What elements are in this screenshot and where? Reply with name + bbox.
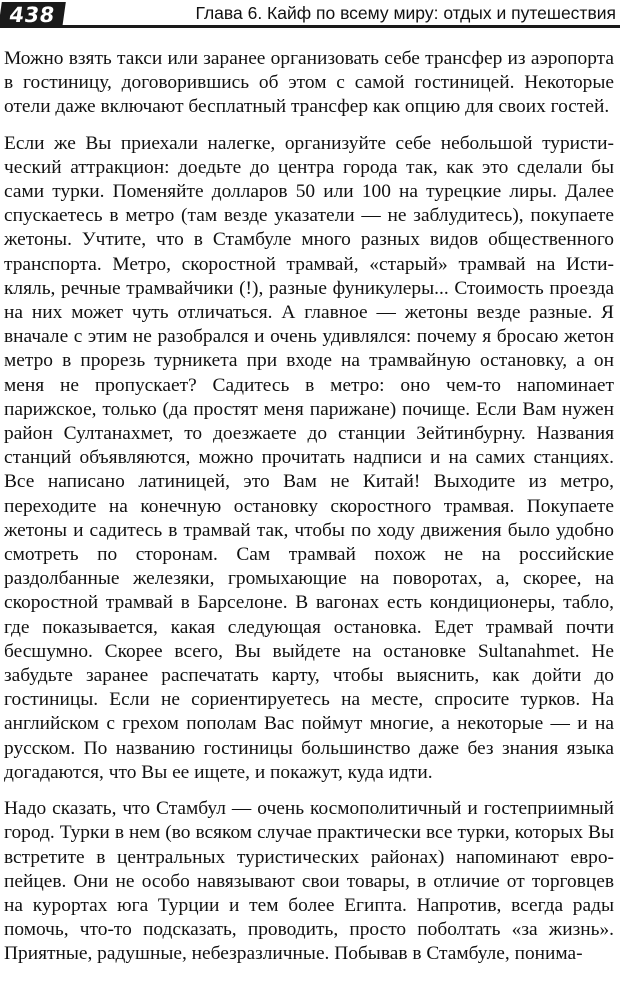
paragraph-metro-route: Если же Вы приехали налегке, организуйте себе небольшой туристический аттракцион: доедьте до центра города так, как это сделали бы сами турки. Поменяйте долларов 50 или 100 на турецкие лиры. Далее спускаетесь в метро (там везде указатели — не заблудитесь), покупаете жетоны. Учтите, что в Стамбуле много разных видов общественного транспорта. Метро, скоростной трамвай, «старый» трамвай на Истикляль, речные трамвайчики (!), разные фуникулеры... Стоимость проезда на них может чуть отличаться. А главное — жетоны везде разные. Я вначале с этим не разобрался и очень удивлялся: почему я бросаю жетон метро в прорезь турникета при входе на трамвайную остановку, а он меня не пропускает? Садитесь в метро: оно чем-то напоминает парижское, только (да простят меня парижане) почище. Если Вам нужен район Султанахмет, то доезжаете до станции Зейтинбурну. Названия станций объявляются, можно прочитать надписи и на самих станциях. Все написано латиницей, это Вам не Китай! Выходите из метро, переходите на конечную остановку скоростного трамвая. Покупаете жетоны и садитесь в трамвай так, чтобы по ходу движения было удобно смотреть по сторонам. Сам трамвай похож не на российские раздолбанные железяки, громыхающие на поворотах, а, скорее, на скоростной трамвай в Барселоне. В вагонах есть кондиционеры, табло, где показывается, какая следующая остановка. Едет трамвай почти бесшумно. Скорее всего, Вы выйдете на остановке Sultanahmet. Не забудьте заранее распечатать карту, чтобы выяснить, как дойти до гостиницы. Если не сориентируетесь на месте, спросите турков. На английском с грехом пополам Вас поймут многие, а некоторые — и на русском. По названию гостиницы большинство даже без знания языка догадаются, что Вы ее ищете, и покажут, куда идти.: [4, 132, 614, 783]
paragraph-taxi: Можно взять такси или заранее организовать себе трансфер из аэропорта в гостиницу, договорившись об этом с самой гостиницей. Некоторые отели даже включают бесплатный трансфер как опцию для своих гостей.: [4, 48, 614, 118]
page-header: [0, 0, 620, 34]
page-body: [4, 47, 614, 979]
header-rule: [58, 25, 620, 28]
running-title: Глава 6. Кайф по всему миру: отдых и путешествия: [195, 3, 616, 23]
paragraph-istanbul-people: Надо сказать, что Стамбул — очень космополитичный и гостеприимный город. Турки в нем (во всяком случае практически все турки, которых Вы встретите в центральных туристических районах) напоминают европейцев. Они не особо навязывают свои товары, в отличие от торговцев на курортах юга Турции и тем более Египта. Напротив, всегда рады помочь, что-то подсказать, проводить, просто поболтать «за жизнь». Приятные, радушные, небезразличные. Побывав в Стамбуле, понима-: [4, 798, 614, 965]
page-number: 438: [0, 2, 66, 28]
